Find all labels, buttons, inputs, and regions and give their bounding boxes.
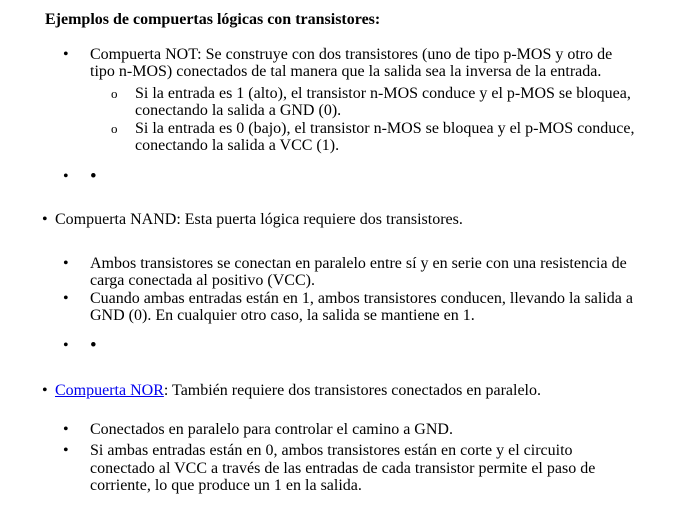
bullet-icon: • (63, 45, 69, 63)
list-item-nor-sub-2 (0, 442, 639, 495)
document-title: Ejemplos de compuertas lógicas con transistores: (45, 11, 381, 28)
compuerta-nor-link[interactable]: Compuerta NOR (55, 382, 164, 399)
list-item-nor-sub-1 (0, 421, 639, 439)
stray-bullet-item (0, 334, 639, 356)
bullet-icon: • (63, 167, 69, 185)
list-item-nand-sub-1 (0, 255, 639, 290)
list-item-nor (0, 382, 639, 400)
list-item-text: Si la entrada es 0 (bajo), el transistor n-MOS se bloquea y el p-MOS conduce, conectando la salida a VCC (1). (135, 119, 635, 154)
bullet-icon: • (42, 211, 48, 228)
list-item-text-rest: : También requiere dos transistores conectados en paralelo. (163, 382, 541, 399)
list-item-text: Cuando ambas entradas están en 1, ambos transistores conducen, llevando la salida a GND (0). En cualquier otro caso, la salida se mantiene en 1. (90, 289, 633, 324)
list-item-text: Compuerta NAND: Esta puerta lógica requiere dos transistores. (55, 211, 463, 228)
bullet-icon: • (63, 289, 69, 307)
circle-bullet-icon: o (111, 85, 118, 101)
list-item-not-sub-2 (0, 120, 639, 155)
bullet-icon: • (63, 254, 69, 272)
list-item-text: Ambos transistores se conectan en paralelo entre sí y en serie con una resistencia de carga conectada al positivo (VCC). (90, 254, 627, 289)
circle-bullet-icon: o (111, 120, 118, 136)
stray-bullet-glyph: • (90, 334, 97, 356)
list-item-nand-sub-2 (0, 290, 639, 325)
list-item-not (0, 46, 639, 81)
list-item-text: Compuerta NOT: Se construye con dos transistores (uno de tipo p-MOS y otro de tipo n-MOS) conectados de tal manera que la salida sea la inversa de la entrada. (90, 45, 613, 80)
bullet-icon: • (42, 382, 48, 399)
list-item-text: Conectados en paralelo para controlar el camino a GND. (90, 420, 453, 438)
list-item-text: Si la entrada es 1 (alto), el transistor n-MOS conduce y el p-MOS se bloquea, conectando la salida a GND (0). (135, 84, 631, 119)
bullet-icon: • (63, 442, 69, 459)
list-item-text: Si ambas entradas están en 0, ambos transistores están en corte y el circuito conectado al VCC a través de las entradas de cada transistor permite el paso de corriente, lo que produce un 1 en la salida. (90, 442, 596, 494)
bullet-icon: • (63, 336, 69, 354)
bullet-icon: • (63, 420, 69, 438)
list-item-not-sub-1 (0, 85, 639, 120)
list-item-text (55, 382, 639, 400)
stray-bullet-item (0, 165, 639, 187)
list-item-nand (0, 211, 639, 229)
stray-bullet-glyph: • (90, 165, 97, 187)
